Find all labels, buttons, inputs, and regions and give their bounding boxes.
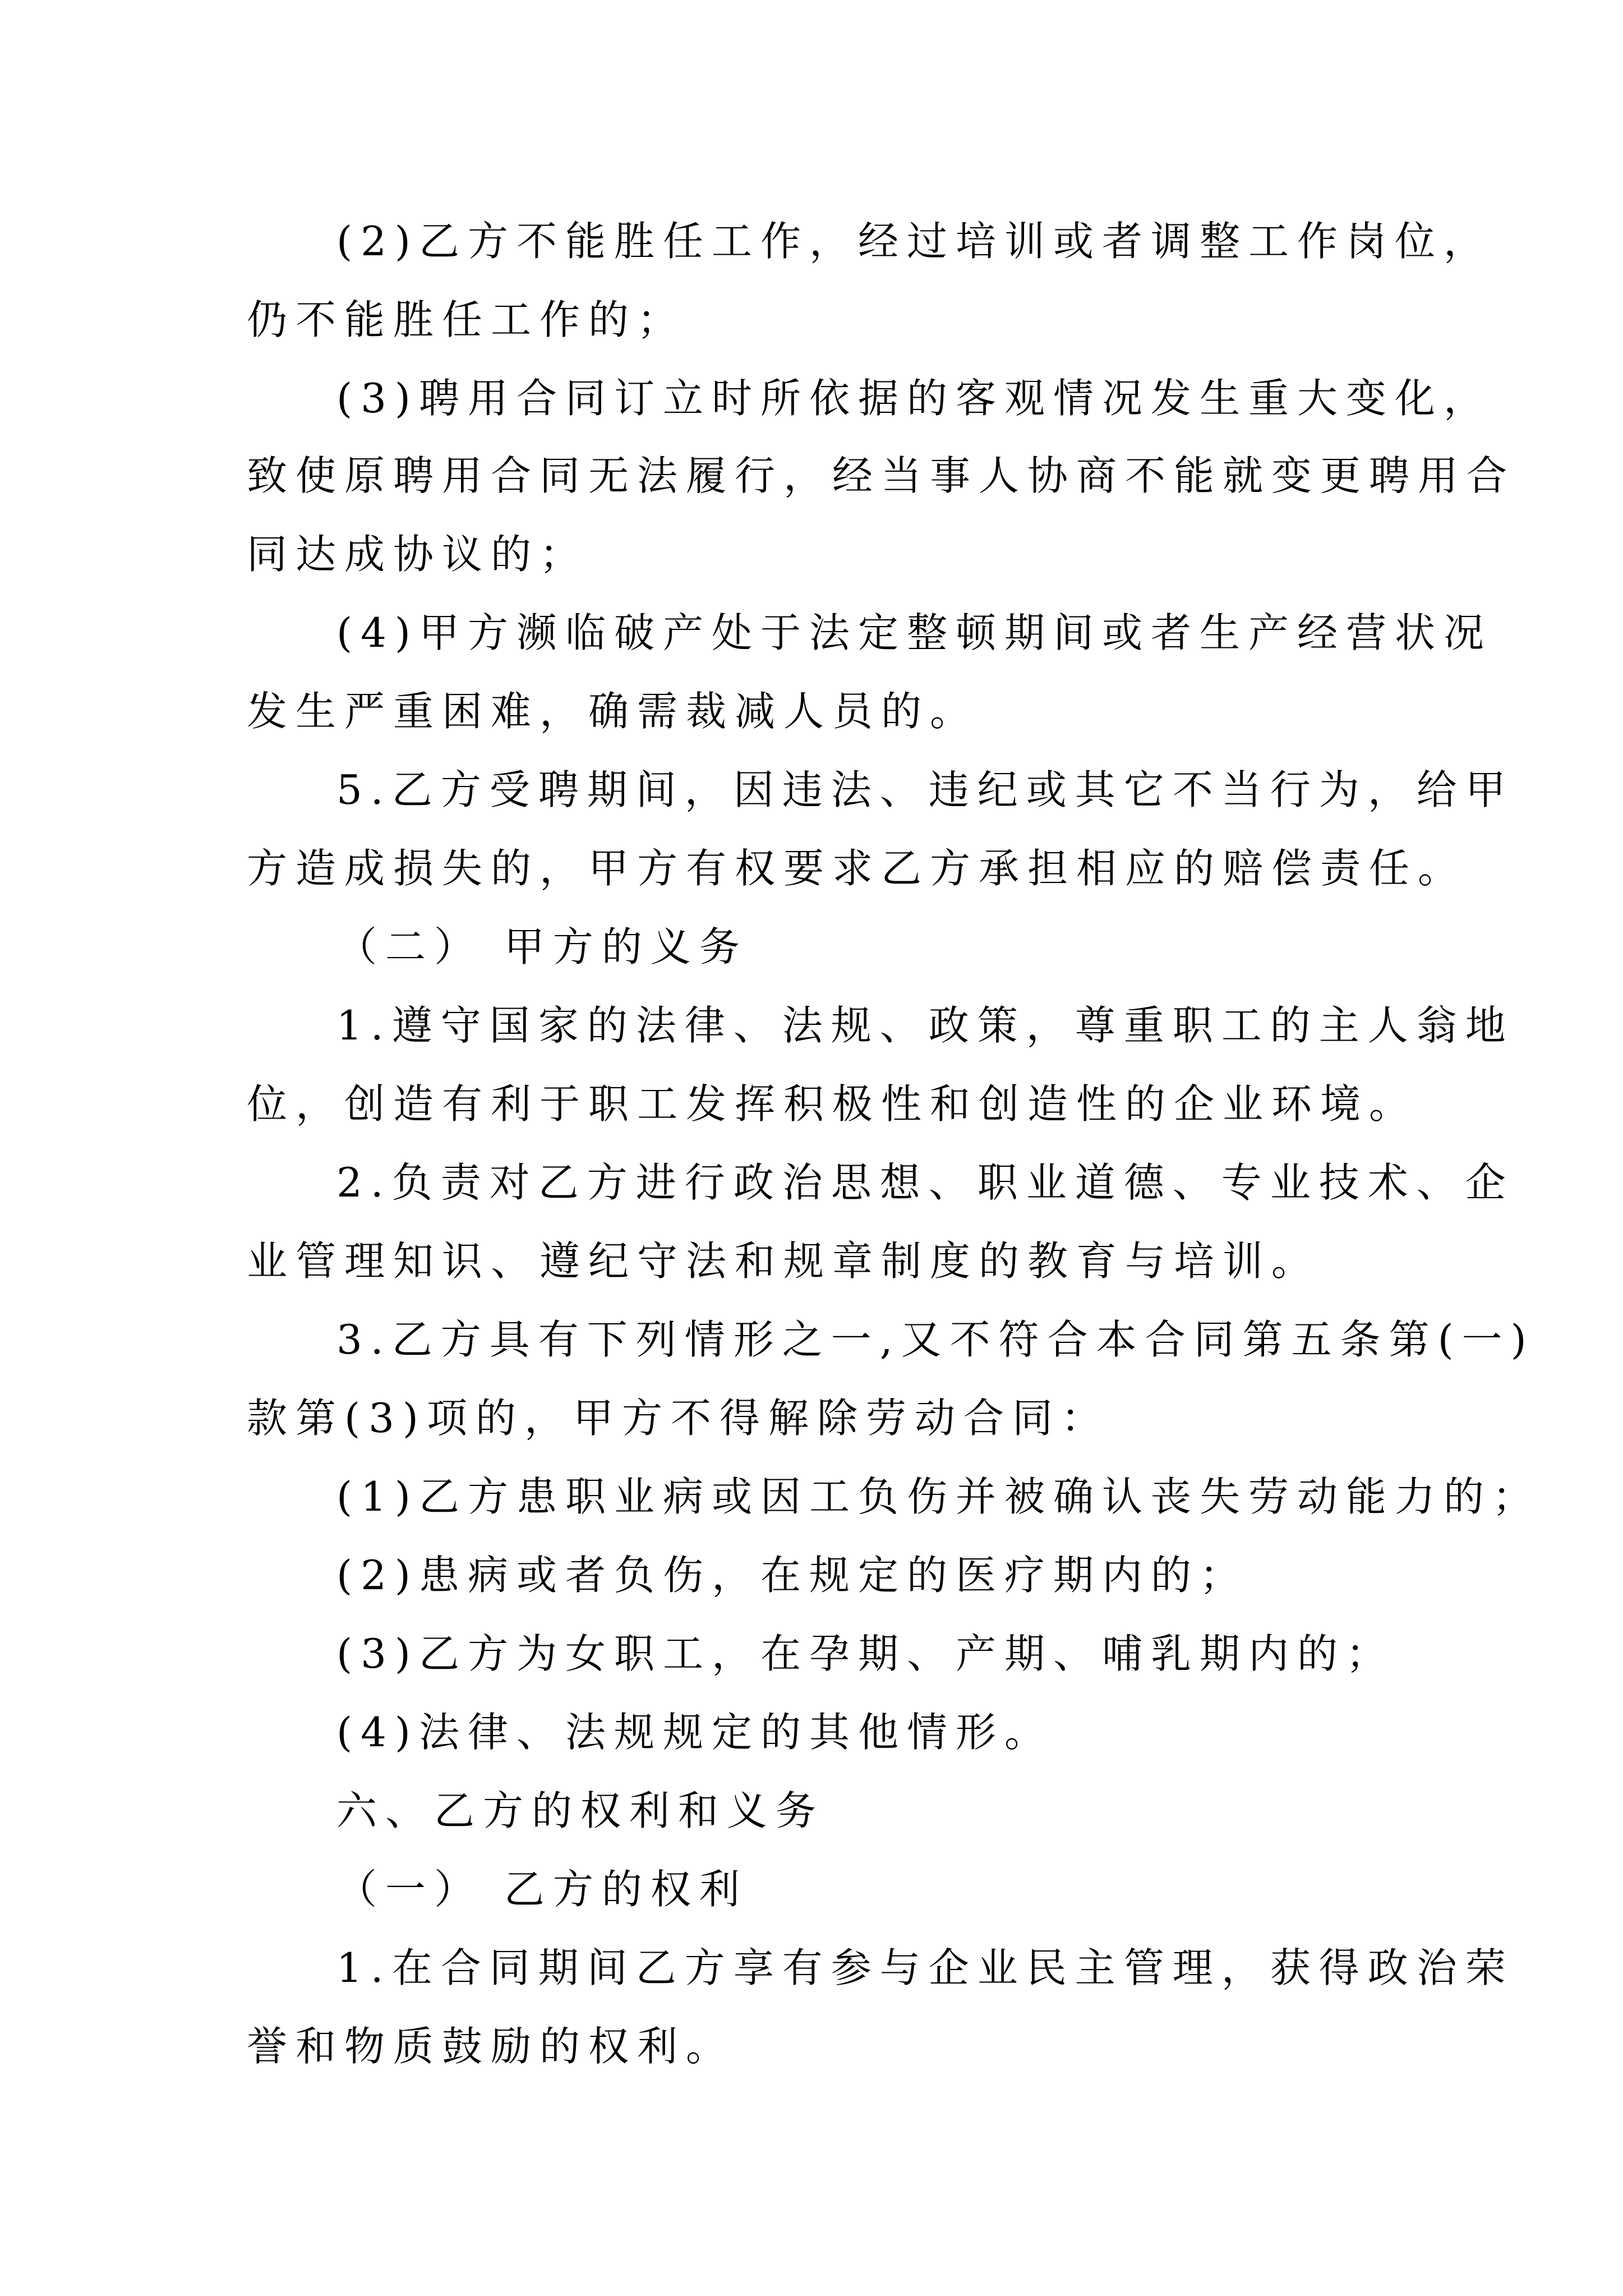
section-heading: 六、乙方的权利和义务 [336, 1787, 825, 1834]
text-line: 仍不能胜任工作的； [247, 296, 686, 343]
text-line: (1)乙方患职业病或因工负伤并被确认丧失劳动能力的； [336, 1473, 1541, 1520]
section-heading: （二） 甲方的义务 [336, 923, 748, 970]
text-line: 5.乙方受聘期间，因违法、违纪或其它不当行为，给甲 [336, 766, 1514, 813]
text-line: (4)法律、法规规定的其他情形。 [336, 1709, 1053, 1756]
text-line: 发生严重困难，确需裁减人员的。 [247, 688, 979, 735]
text-line: 3.乙方具有下列情形之一,又不符合本合同第五条第(一) [336, 1316, 1535, 1363]
text-line: 1.在合同期间乙方享有参与企业民主管理，获得政治荣 [336, 1944, 1514, 1991]
text-line: 2.负责对乙方进行政治思想、职业道德、专业技术、企 [336, 1159, 1514, 1206]
text-line: 位，创造有利于职工发挥积极性和创造性的企业环境。 [247, 1080, 1418, 1128]
text-line: (4)甲方濒临破产处于法定整顿期间或者生产经营状况 [336, 609, 1492, 656]
text-line: 方造成损失的，甲方有权要求乙方承担相应的赔偿责任。 [247, 845, 1467, 892]
text-line: 誉和物质鼓励的权利。 [247, 2023, 735, 2070]
text-line: (2)患病或者负伤，在规定的医疗期内的； [336, 1552, 1248, 1599]
text-line: 款第(3)项的，甲方不得解除劳动合同： [247, 1395, 1110, 1442]
text-line: (3)乙方为女职工，在孕期、产期、哺乳期内的； [336, 1630, 1395, 1677]
text-line: (3)聘用合同订立时所依据的客观情况发生重大变化， [336, 375, 1492, 422]
text-line: (2)乙方不能胜任工作，经过培训或者调整工作岗位， [336, 218, 1492, 265]
text-line: 业管理知识、遵纪守法和规章制度的教育与培训。 [247, 1237, 1321, 1285]
text-line: 同达成协议的； [247, 531, 589, 578]
text-line: 1.遵守国家的法律、法规、政策，尊重职工的主人翁地 [336, 1002, 1514, 1049]
text-line: 致使原聘用合同无法履行，经当事人协商不能就变更聘用合 [247, 452, 1516, 499]
section-heading: （一） 乙方的权利 [336, 1866, 748, 1913]
